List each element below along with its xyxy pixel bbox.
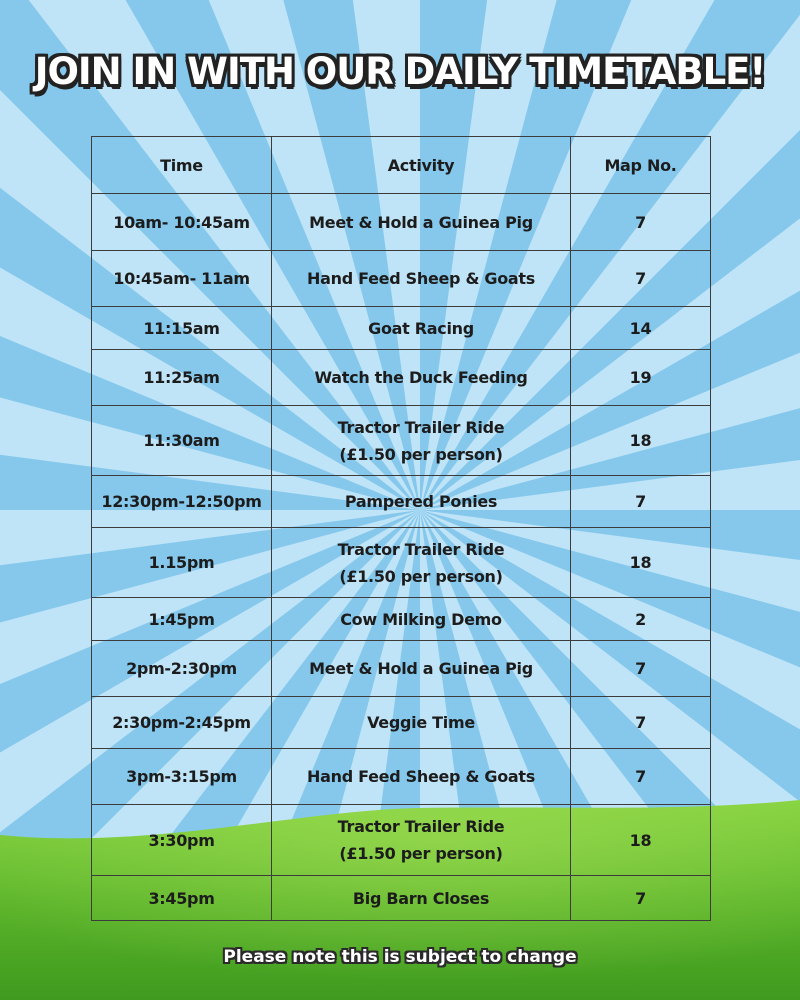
time-cell: 1.15pm [92, 528, 272, 598]
activity-name: Meet & Hold a Guinea Pig [309, 212, 533, 232]
table-header-row [92, 137, 711, 194]
time-cell: 3:30pm [92, 805, 272, 876]
map-number-cell: 18 [571, 805, 711, 876]
time-cell: 11:15am [92, 307, 272, 350]
map-number-cell: 14 [571, 307, 711, 350]
disclaimer-note: Please note this is subject to change [223, 947, 577, 967]
activity-cell [272, 251, 571, 307]
map-number-cell: 18 [571, 406, 711, 476]
column-header-map-no: Map No. [571, 137, 711, 194]
time-cell: 10:45am- 11am [92, 251, 272, 307]
activity-cell [272, 307, 571, 350]
map-number-cell: 7 [571, 749, 711, 805]
table-row [92, 406, 711, 476]
activity-cell [272, 350, 571, 406]
activity-name: Goat Racing [368, 318, 474, 338]
activity-name: Tractor Trailer Ride [337, 417, 505, 437]
time-cell: 12:30pm-12:50pm [92, 476, 272, 528]
map-number-cell: 18 [571, 528, 711, 598]
time-cell: 3:45pm [92, 876, 272, 921]
page-title: JOIN IN WITH OUR DAILY TIMETABLE! [34, 50, 766, 93]
map-number-cell: 7 [571, 697, 711, 749]
table-row [92, 641, 711, 697]
column-header-activity: Activity [272, 137, 571, 194]
activity-cell [272, 528, 571, 598]
table-row [92, 749, 711, 805]
timetable [91, 136, 711, 921]
column-header-time: Time [92, 137, 272, 194]
table-row [92, 194, 711, 251]
activity-name: Hand Feed Sheep & Goats [307, 269, 535, 288]
activity-name: Meet & Hold a Guinea Pig [309, 659, 533, 678]
table-row [92, 805, 711, 876]
table-row [92, 307, 711, 350]
table-row [92, 598, 711, 641]
time-cell: 11:25am [92, 350, 272, 406]
activity-name: Tractor Trailer Ride [337, 817, 505, 836]
activity-name: Veggie Time [367, 713, 475, 732]
map-number-cell: 7 [571, 641, 711, 697]
activity-price-note: (£1.50 per person) [339, 566, 503, 586]
table-row [92, 876, 711, 921]
map-number-cell: 19 [571, 350, 711, 406]
time-cell: 2:30pm-2:45pm [92, 697, 272, 749]
time-cell: 10am- 10:45am [92, 194, 272, 251]
map-number-cell: 7 [571, 876, 711, 921]
activity-price-note: (£1.50 per person) [339, 444, 503, 464]
activity-cell [272, 641, 571, 697]
table-row [92, 476, 711, 528]
table-row [92, 350, 711, 406]
activity-cell [272, 406, 571, 476]
activity-cell [272, 749, 571, 805]
time-cell: 11:30am [92, 406, 272, 476]
map-number-cell: 2 [571, 598, 711, 641]
table-row [92, 528, 711, 598]
activity-cell [272, 598, 571, 641]
activity-name: Cow Milking Demo [340, 609, 502, 629]
activity-cell [272, 876, 571, 921]
time-cell: 3pm-3:15pm [92, 749, 272, 805]
activity-cell [272, 194, 571, 251]
activity-name: Hand Feed Sheep & Goats [307, 767, 535, 786]
activity-name: Big Barn Closes [352, 888, 490, 908]
activity-cell [272, 697, 571, 749]
map-number-cell: 7 [571, 194, 711, 251]
table-row [92, 251, 711, 307]
map-number-cell: 7 [571, 476, 711, 528]
time-cell: 2pm-2:30pm [92, 641, 272, 697]
activity-name: Tractor Trailer Ride [337, 539, 505, 559]
activity-name: Watch the Duck Feeding [314, 368, 528, 387]
map-number-cell: 7 [571, 251, 711, 307]
activity-cell [272, 805, 571, 876]
activity-price-note: (£1.50 per person) [339, 844, 503, 863]
activity-name: Pampered Ponies [344, 492, 498, 511]
time-cell: 1:45pm [92, 598, 272, 641]
activity-cell [272, 476, 571, 528]
table-row [92, 697, 711, 749]
